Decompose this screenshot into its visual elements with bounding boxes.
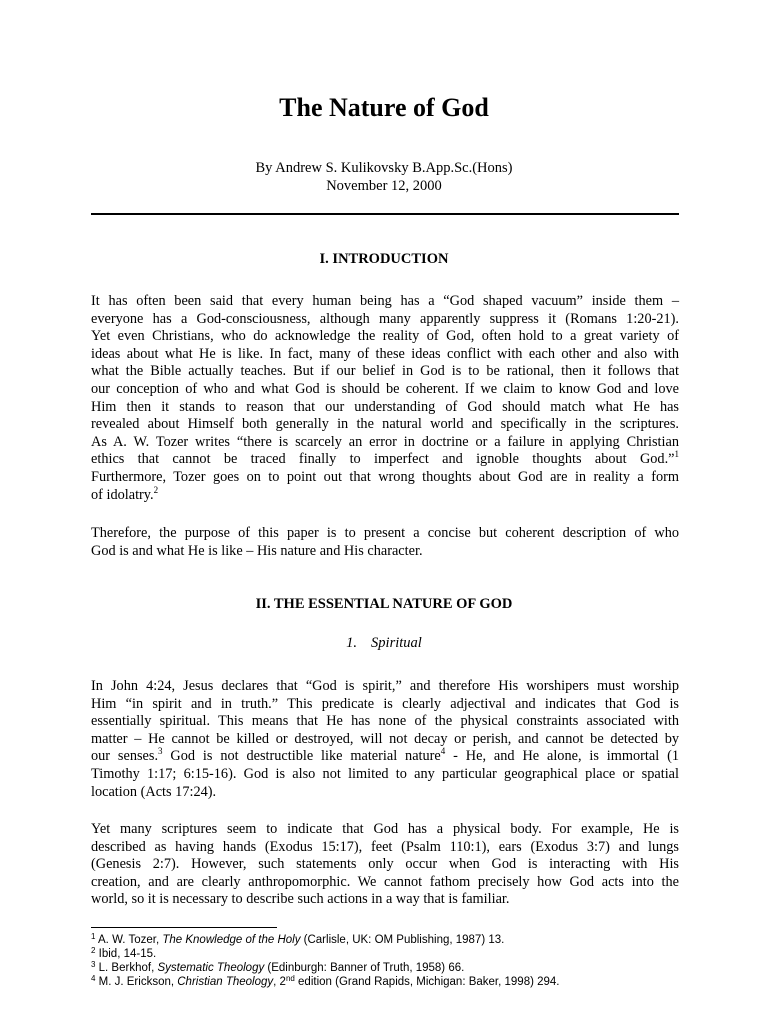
date-line: November 12, 2000 [326,177,442,194]
footnote-ref-4[interactable]: 4 [440,746,446,757]
text-line: Therefore, the purpose of this paper is to present a concise but coherent description of who [91,525,679,541]
byline [0,160,768,195]
title-divider [91,213,679,215]
footnote-2 [91,947,691,961]
footnote-ref-1[interactable]: 1 [674,449,679,460]
footnotes [91,933,691,989]
text-line: world, so it is necessary to describe such actions in a way that is familiar. [91,891,510,908]
text-line: God is and what He is like – His nature and His character. [91,542,423,559]
footnote-text: (Edinburgh: Banner of Truth, 1958) 66. [264,962,465,974]
footnote-text: edition (Grand Rapids, Michigan: Baker, 1998) 294. [294,976,560,988]
line-text: God is not destructible like material nature [162,748,441,765]
author-line: By Andrew S. Kulikovsky B.App.Sc.(Hons) [255,160,513,176]
footnote-3 [91,961,691,975]
line-text: of idolatry. [91,486,154,503]
text-line [91,484,679,505]
subsection-title: Spiritual [371,635,422,651]
footnote-book-title: Systematic Theology [157,962,265,974]
text-line [91,451,679,469]
footnote-book-title: Christian Theology [177,976,274,988]
footnote-ref-2[interactable]: 2 [153,484,159,495]
text-line: ideas about what He is like. In fact, many of these ideas conflict with each other and also with [91,345,679,362]
footnote-number: 2 [91,946,96,955]
text-line: matter – He cannot be killed or destroyed, will not decay or perish, and cannot be detected by [91,730,679,747]
footnote-text: (Carlisle, UK: OM Publishing, 1987) 13. [300,934,505,946]
footnote-divider [91,927,277,928]
section-heading-essential-nature: II. THE ESSENTIAL NATURE OF GOD [255,596,513,612]
text-line: In John 4:24, Jesus declares that “God is spirit,” and therefore His worshipers must worship [91,678,679,694]
footnote-1 [91,933,691,947]
text-line: (Genesis 2:7). However, such statements only occur when God is interacting with His [91,856,679,873]
footnote-text: M. J. Erickson, [95,976,178,988]
text-line: It has often been said that every human being has a “God shaped vacuum” inside them – [91,293,679,309]
section-heading-introduction: I. INTRODUCTION [319,251,449,267]
footnote-number: 3 [91,960,96,969]
text-line: essentially spiritual. This means that He has none of the physical constraints associated with [91,713,679,730]
footnote-text: Ibid, 14-15. [95,948,157,960]
text-line: described as having hands (Exodus 15:17), feet (Psalm 110:1), ears (Exodus 3:7) and lungs [91,838,679,855]
ordinal-suffix: nd [285,974,295,983]
text-line: everyone has a God-consciousness, although many apparently suppress it (Romans 1:20-21). [91,310,679,327]
line-text: ethics that cannot be traced finally to imperfect and ignoble thoughts about God.” [91,451,675,468]
intro-paragraph-1 [91,293,679,504]
footnote-number: 4 [91,974,96,983]
footnote-text: A. W. Tozer, [95,934,163,946]
footnote-number: 1 [91,932,96,941]
subsection-heading-spiritual [0,634,768,652]
footnote-text: L. Berkhof, [95,962,158,974]
subsection-number: 1. [346,635,358,651]
text-line: As A. W. Tozer writes “there is scarcely an error in doctrine or a failure in applying Christian [91,433,679,450]
spiritual-paragraph-2 [91,821,679,909]
text-line: our conception of who and what God is should be coherent. If we claim to know God and love [91,380,679,397]
footnote-4 [91,975,691,989]
footnote-text: , 2 [273,976,286,988]
document-title: The Nature of God [279,93,489,122]
intro-paragraph-2 [91,525,679,560]
text-line: location (Acts 17:24). [91,783,217,800]
text-line: what the Bible actually teaches. But if our belief in God is to be rational, then it follows that [91,363,679,380]
spiritual-paragraph-1 [91,678,679,801]
text-line: Him “in spirit and in truth.” This predicate is clearly adjectival and indicates that God is [91,695,679,712]
text-line [91,748,679,766]
text-line: Furthermore, Tozer goes on to point out that wrong thoughts about God are in reality a form [91,468,679,485]
text-line: revealed about Himself both generally in the natural world and specifically in the scriptures. [91,416,679,433]
footnote-book-title: The Knowledge of the Holy [162,934,301,946]
line-text: - He, and He alone, is immortal (1 [445,748,680,765]
text-line: Yet even Christians, who do acknowledge the reality of God, often hold to a great variety of [91,328,679,345]
text-line: Yet many scriptures seem to indicate that God has a physical body. For example, He is [91,821,679,837]
text-line: Him then it stands to reason that our understanding of God should match what He has [91,398,679,415]
footnote-ref-3[interactable]: 3 [158,746,163,757]
text-line: creation, and are clearly anthropomorphic. We cannot fathom precisely how God acts into the [91,873,679,890]
text-line: Timothy 1:17; 6:15-16). God is also not limited to any particular geographical place or spatial [91,765,679,782]
line-text: our senses. [91,748,159,765]
